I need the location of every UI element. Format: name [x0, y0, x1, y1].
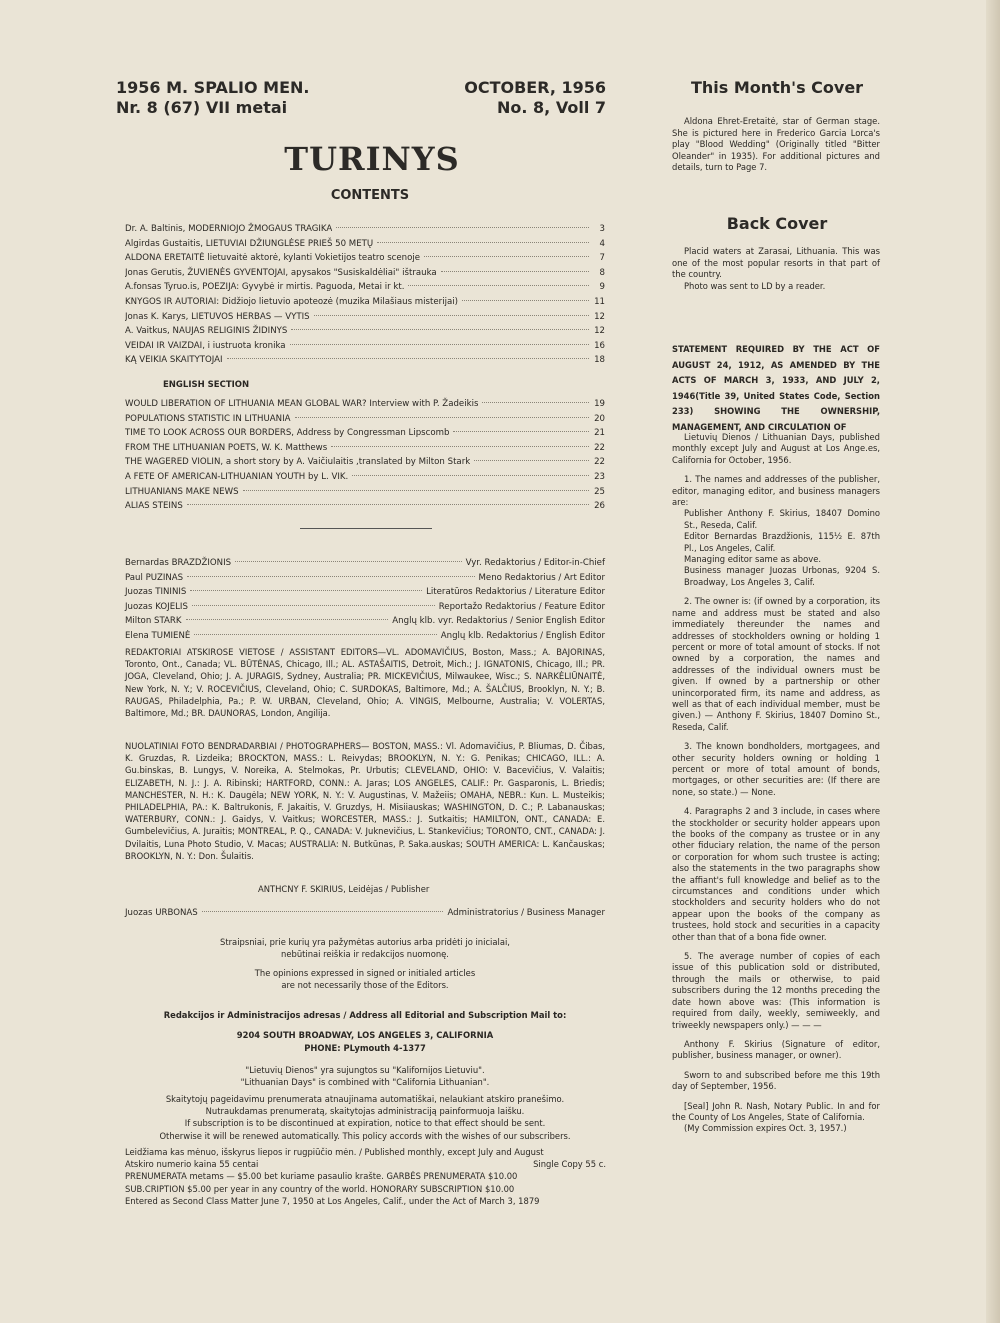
merger-notice — [125, 1064, 605, 1088]
toc-entry[interactable] — [125, 412, 605, 427]
toc-entry[interactable] — [125, 310, 605, 325]
toc-leader — [187, 504, 589, 505]
staff-list — [125, 556, 605, 643]
toc-entry-page: 22 — [594, 442, 605, 453]
toc-leader — [243, 490, 589, 491]
disclaimer-lithuanian — [125, 936, 605, 960]
statement-para-4: 4. Paragraphs 2 and 3 include, in cases where the stockholder or security holder appears upon the books of the company as trustee or in any other fiduciary relation, the name of the person or corporation for whom such trustee is acting; also the statements in the two paragraphs show the affiant's full knowledge and belief as to the circumstances and conditions under which stockholders and security holders who do not appear upon the books of the company as trustees, hold stock and securities in a capacity other than that of a bona fide owner. — [672, 806, 880, 942]
staff-role: Meno Redaktorius / Art Editor — [478, 572, 605, 583]
toc-entry-page: 16 — [594, 340, 605, 351]
back-cover-description — [672, 246, 880, 292]
staff-row — [125, 556, 605, 571]
merger-line: "Lithuanian Days" is combined with "California Lithuanian". — [240, 1077, 490, 1088]
toc-entry[interactable] — [125, 441, 605, 456]
toc-entry[interactable] — [125, 324, 605, 339]
footer-left: PRENUMERATA metams — $5.00 bet kuriame pasaulio krašte. GARBĖS PRENUMERATA $10.00 — [125, 1171, 518, 1182]
admin-leader — [202, 911, 444, 912]
toc-entry[interactable] — [125, 397, 605, 412]
toc-entry-title: THE WAGERED VIOLIN, a short story by A. Vaičiulaitis ,translated by Milton Stark — [125, 457, 471, 468]
toc-entry[interactable] — [125, 266, 605, 281]
toc-entry[interactable] — [125, 470, 605, 485]
disclaimer-en-line: The opinions expressed in signed or initialed articles — [254, 968, 476, 978]
admin-name: Juozas URBONAS — [125, 908, 198, 918]
toc-leader — [314, 315, 589, 316]
ownership-statement — [672, 432, 880, 1143]
footer-left: Entered as Second Class Matter June 7, 1950 at Los Angeles, Calif., under the Act of March 3, 1879 — [125, 1195, 540, 1206]
toc-entry[interactable] — [125, 426, 605, 441]
footer-row — [125, 1146, 606, 1158]
toc-entry-title: KĄ VEIKIA SKAITYTOJAI — [125, 355, 223, 366]
staff-leader — [186, 619, 389, 620]
contents-subtitle: CONTENTS — [330, 188, 410, 203]
statement-para-1: 1. The names and addresses of the publisher, editor, managing editor, and business managers are: — [672, 474, 880, 508]
toc-leader — [295, 417, 589, 418]
toc-entry[interactable] — [125, 295, 605, 310]
toc-entry[interactable] — [125, 485, 605, 500]
back-cover-heading: Back Cover — [726, 214, 828, 233]
toc-entry-title: ALIAS STEINS — [125, 501, 183, 512]
toc-entry-page: 3 — [599, 224, 605, 234]
masthead-lt-issue: Nr. 8 (67) VII metai — [116, 98, 288, 117]
staff-role: Reportažo Redaktorius / Feature Editor — [438, 601, 605, 612]
toc-entry[interactable] — [125, 251, 605, 266]
toc-entry-title: LITHUANIANS MAKE NEWS — [125, 486, 239, 497]
subscription-notes — [110, 1093, 620, 1142]
disclaimer-lt-line: nebūtinai reiškia ir redakcijos nuomonę. — [281, 949, 449, 960]
statement-para-5: 5. The average number of copies of each issue of this publication sold or distributed, through the mails or otherwise, to paid subscribers during the 12 months preceding the date hown above was: (This information is required from daily, weekly, semiweekly, and triweekly newspapers only.) — — — — [672, 951, 880, 1030]
staff-leader — [190, 590, 422, 591]
subscription-note: If subscription is to be discontinued at expiration, notice to that effect should be sent. — [184, 1118, 546, 1129]
toc-entry-title: A. Vaitkus, NAUJAS RELIGINIS ŽIDINYS — [125, 326, 288, 337]
footer-row — [125, 1158, 606, 1170]
toc-leader — [462, 300, 589, 301]
staff-leader — [235, 561, 461, 562]
toc-entry-page: 8 — [599, 267, 605, 278]
toc-leader — [291, 329, 589, 330]
toc-entry-page: 20 — [594, 413, 605, 424]
toc-leader — [408, 285, 589, 286]
toc-entry-page: 22 — [594, 457, 605, 468]
publisher-line: ANTHCNY F. SKIRIUS, Leidėjas / Publisher — [258, 884, 430, 894]
toc-leader — [474, 460, 589, 461]
toc-entry-title: POPULATIONS STATISTIC IN LITHUANIA — [125, 413, 291, 424]
toc-entry-title: WOULD LIBERATION OF LITHUANIA MEAN GLOBAL WAR? Interview with P. Žadeikis — [125, 399, 479, 409]
toc-leader — [290, 344, 589, 345]
toc-entry-title: FROM THE LITHUANIAN POETS, W. K. Matthews — [125, 442, 328, 453]
toc-leader — [336, 227, 589, 228]
staff-row — [125, 614, 605, 629]
staff-role: Anglų klb. vyr. Redaktorius / Senior English Editor — [392, 616, 605, 626]
staff-name: Bernardas BRAZDŽIONIS — [125, 558, 232, 568]
toc-entry-page: 9 — [599, 282, 605, 293]
masthead-lt-date: 1956 M. SPALIO MEN. — [116, 78, 310, 97]
toc-entry[interactable] — [125, 455, 605, 470]
toc-leader — [441, 271, 589, 272]
toc-entry-title: VEIDAI IR VAIZDAI, i iustruota kronika — [125, 340, 286, 351]
staff-row — [125, 585, 605, 600]
subscription-note: Otherwise it will be renewed automatically. This policy accords with the wishes of our subscribers. — [159, 1130, 571, 1141]
cover-text: Aldona Ehret-Eretaitė, star of German stage. She is pictured here in Frederico Garcia Lorca's play "Blood Wedding" (Originally titled "Bitter Oleander" in 1935). For additional pictures and details, turn to Page 7. — [672, 116, 880, 172]
cover-description — [672, 116, 880, 174]
staff-name: Juozas TININIS — [125, 587, 187, 597]
staff-name: Milton STARK — [125, 616, 182, 626]
statement-editor: Editor Bernardas Brazdžionis, 115½ E. 87th Pl., Los Angeles, Calif. — [684, 531, 880, 553]
admin-role: Administratorius / Business Manager — [447, 908, 605, 918]
toc-entry-page: 19 — [594, 399, 605, 409]
toc-entry-page: 12 — [594, 326, 605, 337]
statement-para-2: 2. The owner is: (if owned by a corporation, its name and address must be stated and also immediately thereunder the names and addresses of stockholders owning or holding 1 percent or more of total amount of stocks. If not owned by a corporation, the names and addresses of the individual owners must be given. If owned by a partnership or other unincorporated firm, its name and address, as well as that of each individual member, must be given.) — Anthony F. Skirius, 18407 Domino St., Reseda, Calif. — [672, 596, 880, 732]
staff-leader — [192, 605, 435, 606]
toc-entry-title: A FETE OF AMERICAN-LITHUANIAN YOUTH by L. VIK. — [125, 471, 349, 482]
toc-entry[interactable] — [125, 353, 605, 368]
staff-leader — [187, 576, 474, 577]
toc-entry-page: 7 — [599, 253, 605, 264]
toc-entry-title: A.fonsas Tyruo.is, POEZIJA: Gyvybė ir mirtis. Paguoda, Metai ir kt. — [125, 282, 405, 293]
english-section-heading: ENGLISH SECTION — [163, 380, 250, 390]
disclaimer-lt-line: Straipsniai, prie kurių yra pažymėtas autorius arba pridėti jo inicialai, — [220, 937, 510, 947]
footer-left: Leidžiama kas mėnuo, išskyrus liepos ir rugpiūčio mėn. / Published monthly, except July and August — [125, 1147, 544, 1157]
staff-row — [125, 571, 605, 586]
footer-left: SUB.CRIPTION $5.00 per year in any country of the world. HONORARY SUBSCRIPTION $10.00 — [125, 1183, 515, 1194]
toc-entry-title: TIME TO LOOK ACROSS OUR BORDERS, Address by Congressman Lipscomb — [125, 428, 450, 439]
toc-entry-title: ALDONA ERETAITĖ lietuvaitė aktorė, kylanti Vokietijos teatro scenoje — [125, 253, 421, 264]
toc-entry-page: 25 — [594, 486, 605, 497]
staff-role: Anglų klb. Redaktorius / English Editor — [440, 630, 605, 641]
page-edge-shadow — [986, 0, 1000, 1323]
toc-leader — [424, 256, 589, 257]
staff-role: Vyr. Redaktorius / Editor-in-Chief — [465, 558, 605, 568]
toc-entry[interactable] — [125, 280, 605, 295]
statement-intro: Lietuvių Dienos / Lithuanian Days, published monthly except July and August at Los Ange.es, California for October, 1956. — [672, 432, 880, 465]
toc-entry-page: 12 — [594, 311, 605, 322]
toc-leader — [227, 358, 589, 359]
toc-entry-title: Dr. A. Baltinis, MODERNIOJO ŽMOGAUS TRAGIKA — [125, 224, 333, 234]
phone-number: PHONE: PLymouth 4-1377 — [304, 1043, 426, 1053]
publication-footer — [125, 1146, 606, 1207]
toc-entry-page: 26 — [594, 501, 605, 512]
editorial-address: 9204 SOUTH BROADWAY, LOS ANGELES 3, CALIFORNIA — [236, 1030, 494, 1040]
toc-entry[interactable] — [125, 237, 605, 252]
toc-entry-page: 18 — [594, 355, 605, 366]
assistant-editors: REDAKTORIAI ATSKIROSE VIETOSE / ASSISTANT EDITORS—VL. ADOMAVIČIUS, Boston, Mass.; A. BAJORINAS, Toronto, Ont., Canada; VL. BŪTĖNAS, Chicago, Ill.; AL. ASTAŠAITIS, Detroit, Mich.; J. IGNATONIS, Chicago, Ill.; PR. JOGA, Cleveland, Ohio; J. A. JURAGIS, Sydney, Australia; PR. MICKEVIČIUS, Milwaukee, Wisc.; S. NARKĖLIŪNAITĖ, New York, N. Y.; V. ROCEVIČIUS, Cleveland, Ohio; C. SURDOKAS, Baltimore, Md.; A. ŠALČIUS, Brooklyn, N. Y.; B. RAUGAS, Philadelphia, Pa.; P. W. URBAN, Cleveland, Ohio; A. VINGIS, Melbourne, Australia; V. VOLERTAS, Baltimore, Md.; BR. DAUNORAS, London, Angilija. — [125, 647, 605, 719]
toc-english — [125, 397, 605, 514]
disclaimer-en-line: are not necessarily those of the Editors. — [281, 980, 449, 991]
toc-entry[interactable] — [125, 499, 605, 514]
toc-entry[interactable] — [125, 339, 605, 354]
footer-left: Atskiro numerio kaina 55 centai — [125, 1159, 259, 1170]
toc-entry-page: 4 — [599, 238, 605, 249]
statement-sworn: Sworn to and subscribed before me this 19th day of September, 1956. — [672, 1069, 880, 1092]
cover-heading: This Month's Cover — [690, 78, 864, 97]
staff-row — [125, 629, 605, 644]
statement-managing-editor: Managing editor same as above. — [684, 554, 822, 565]
photographers: NUOLATINIAI FOTO BENDRADARBIAI / PHOTOGRAPHERS— BOSTON, MASS.: Vl. Adomavičius, P. Bliumas, D. Čibas, K. Gruzdas, R. Lizdeika; BROCKTON, MASS.: L. Reivydas; BROOKLYN, N. Y.: G. Penikas; CHICAGO, ILL.: A. Gu.binskas, B. Lungys, V. Noreika, A. Stelmokas, Pr. Urbutis; CLEVELAND, OHIO: V. Bacevičius, V. Valaitis; ELIZABETH, N. J.: J. A. Ribinski; HARTFORD, CONN.: A. Jaras; LOS ANGELES, CALIF.: Pr. Gasparonis, L. Briedis; MANCHESTER, N. H.: K. Daugėla; NEW YORK, N. Y.: V. Augustinas, V. Mažeiis; OMAHA, NEBR.: Kun. L. Musteikis; PHILADELPHIA, PA.: K. Baltrukonis, F. Jakaitis, V. Gruzdys, H. Misiiauskas; WASHINGTON, D. C.; P. Labanauskas; WATERBURY, CONN.: J. Gaidys, V. Vaitkus; WORCESTER, MASS.: J. Sutkaitis; HAMILTON, ONT., CANADA: E. Gumbelevičius, A. Juraitis; MONTREAL, P. Q., CANADA: V. Juknevičius, L. Stankevičius; TORONTO, CNT., CANADA: J. Dvilaitis, Luna Photo Studio, V. Macas; AUSTRALIA: N. Butkūnas, P. Saka.auskas; SOUTH AMERICA: L. Kančauskas; BROOKLYN, N. Y.: Don. Šulaitis. — [125, 741, 605, 861]
statement-para-3: 3. The known bondholders, mortgagees, and other security holders owning or holding 1 percent or more of total amount of bonds, mortgages, or other securities are: (If there are none, so state.) — None. — [672, 741, 880, 797]
toc-entry-title: Jonas K. Karys, LIETUVOS HERBAS — VYTIS — [125, 311, 310, 322]
footer-row — [125, 1170, 606, 1182]
staff-leader — [194, 634, 436, 635]
staff-name: Elena TUMIENĖ — [125, 630, 191, 641]
subscription-note: Nutraukdamas prenumeratą, skaitytojas administraciją painformuoja laišku. — [205, 1106, 525, 1117]
staff-name: Juozas KOJELIS — [125, 601, 188, 612]
toc-leader — [377, 242, 589, 243]
toc-entry-page: 11 — [594, 296, 605, 307]
business-manager-line — [125, 908, 605, 918]
toc-entry-title: KNYGOS IR AUTORIAI: Didžiojo lietuvio apoteozė (muzika Milašiaus misterijai) — [125, 296, 458, 307]
back-cover-photo-note: Photo was sent to LD by a reader. — [684, 280, 826, 291]
masthead-en-date: OCTOBER, 1956 — [464, 78, 606, 97]
statement-signature: Anthony F. Skirius (Signature of editor, publisher, business manager, or owner). — [672, 1038, 880, 1061]
masthead-english — [420, 78, 606, 118]
toc-leader — [482, 402, 589, 403]
staff-row — [125, 600, 605, 615]
staff-name: Paul PUZINAS — [125, 572, 184, 583]
back-cover-text: Placid waters at Zarasai, Lithuania. This was one of the most popular resorts in that part of the country. — [672, 246, 880, 279]
page-title: TURINYS — [284, 140, 460, 178]
toc-lithuanian — [125, 222, 605, 368]
section-divider — [300, 528, 432, 529]
footer-right: Single Copy 55 c. — [533, 1159, 606, 1170]
toc-leader — [352, 475, 589, 476]
toc-entry[interactable] — [125, 222, 605, 237]
statement-publisher: Publisher Anthony F. Skirius, 18407 Domino St., Reseda, Calif. — [684, 508, 880, 530]
masthead-lithuanian — [116, 78, 309, 118]
toc-entry-title: Algirdas Gustaitis, LIETUVIAI DŽIUNGLĖSE PRIEŠ 50 METŲ — [125, 238, 374, 249]
footer-row — [125, 1195, 606, 1207]
toc-leader — [331, 446, 589, 447]
subscription-note: Skaitytojų pageidavimu prenumerata atnaujinama automatiškai, nelaukiant atskiro pranešimo. — [165, 1094, 565, 1104]
toc-entry-page: 21 — [594, 428, 605, 439]
masthead-en-issue: No. 8, Voll 7 — [497, 98, 606, 117]
statement-business-manager: Business manager Juozas Urbonas, 9204 S. Broadway, Los Angeles 3, Calif. — [684, 565, 880, 587]
staff-role: Literatūros Redaktorius / Literature Editor — [426, 587, 605, 597]
toc-leader — [453, 431, 589, 432]
merger-line: "Lietuvių Dienos" yra sujungtos su "Kalifornijos Lietuviu". — [245, 1065, 485, 1075]
footer-row — [125, 1183, 606, 1195]
disclaimer-english — [125, 967, 605, 991]
statement-commission: (My Commission expires Oct. 3, 1957.) — [684, 1123, 847, 1134]
ownership-statement-heading: STATEMENT REQUIRED BY THE ACT OF AUGUST 24, 1912, AS AMENDED BY THE ACTS OF MARCH 3, 1933, AND JULY 2, 1946(Title 39, United States Code, Section 233) SHOWING THE OWNERSHIP, MANAGEMENT, AND CIRCULATION OF — [672, 344, 880, 432]
address-label: Redakcijos ir Administracijos adresas / Address all Editorial and Subscription Mail to: — [163, 1010, 567, 1020]
toc-entry-page: 23 — [594, 471, 605, 482]
statement-seal: [Seal] John R. Nash, Notary Public. In and for the County of Los Angeles, State of California. — [672, 1100, 880, 1122]
toc-entry-title: Jonas Gerutis, ŽUVIENĖS GYVENTOJAI, apysakos "Susiskaldėliai" ištrauka — [125, 267, 437, 278]
